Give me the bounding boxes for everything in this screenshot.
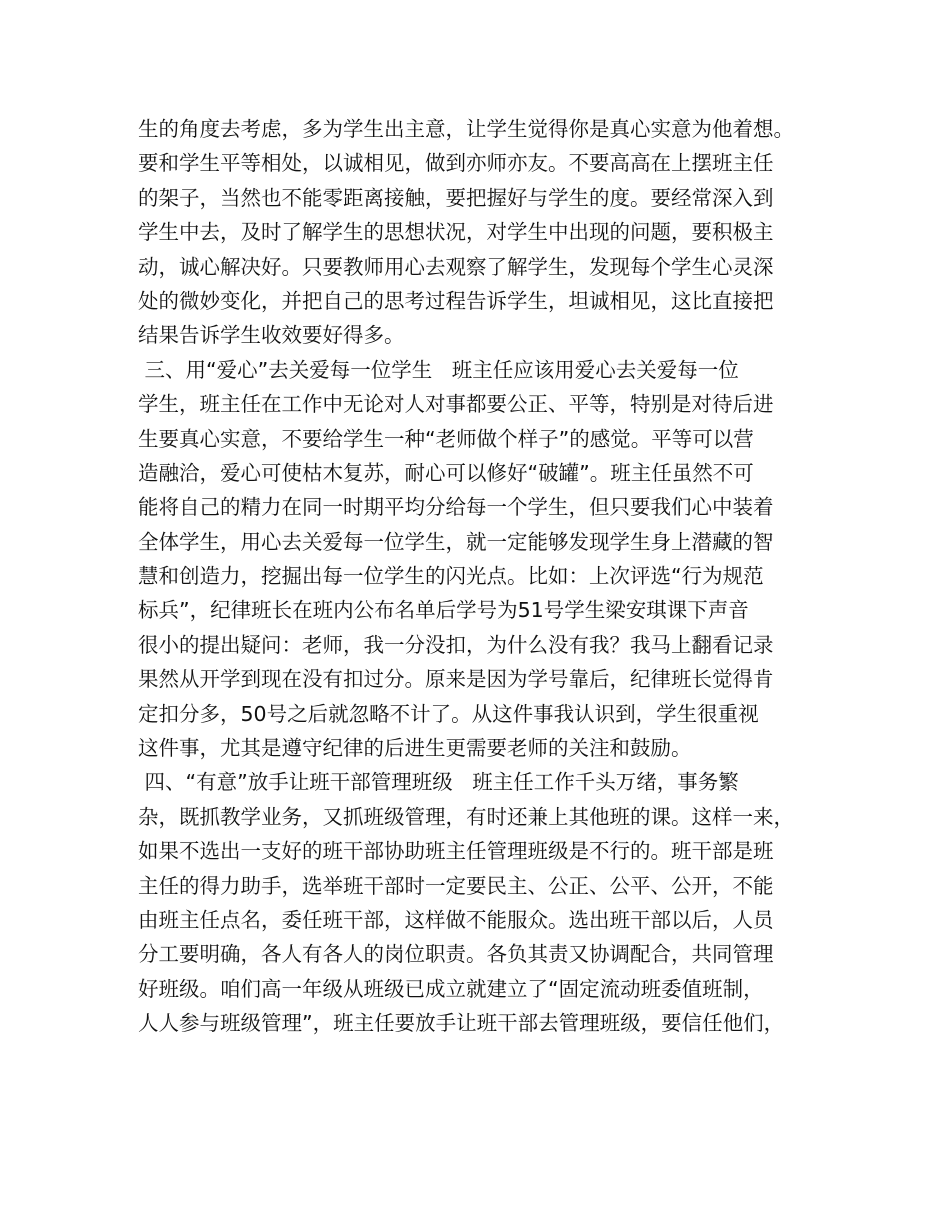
text-line: 的架子，当然也不能零距离接触，要把握好与学生的度。要经常深入到	[138, 185, 774, 210]
text-line: 这件事，尤其是遵守纪律的后进生更需要老师的关注和鼓励。	[138, 736, 692, 761]
text-line: 人人参与班级管理”，班主任要放手让班干部去管理班级，要信任他们，	[138, 1011, 785, 1036]
text-line: 很小的提出疑问：老师，我一分没扣，为什么没有我？我马上翻看记录	[138, 632, 774, 657]
text-line: 好班级。咱们高一年级从班级已成立就建立了“固定流动班委值班制，	[138, 976, 764, 1001]
text-line: 全体学生，用心去关爱每一位学生，就一定能够发现学生身上潜藏的智	[138, 529, 774, 554]
text-line: 分工要明确，各人有各人的岗位职责。各负其责又协调配合，共同管理	[138, 942, 774, 967]
text-line: 标兵”，纪律班长在班内公布名单后学号为51号学生梁安琪课下声音	[138, 598, 749, 623]
text-line: 能将自己的精力在同一时期平均分给每一个学生，但只要我们心中装着	[138, 495, 774, 520]
text-line: 如果不选出一支好的班干部协助班主任管理班级是不行的。班干部是班	[138, 839, 774, 864]
text-line: 结果告诉学生收效要好得多。	[138, 323, 405, 348]
text-line: 学生中去，及时了解学生的思想状况，对学生中出现的问题，要积极主	[138, 220, 774, 245]
text-line: 要和学生平等相处，以诚相见，做到亦师亦友。不要高高在上摆班主任	[138, 151, 774, 176]
text-line: 定扣分多，50号之后就忽略不计了。从这件事我认识到，学生很重视	[138, 701, 759, 726]
text-line: 处的微妙变化，并把自己的思考过程告诉学生，坦诚相见，这比直接把	[138, 288, 774, 313]
body-text	[138, 112, 838, 1041]
section-heading-line: 四、“有意”放手让班干部管理班级 班主任工作千头万绪，事务繁	[138, 770, 739, 795]
text-line: 生要真心实意，不要给学生一种“老师做个样子”的感觉。平等可以营	[138, 426, 754, 451]
text-line: 动，诚心解决好。只要教师用心去观察了解学生，发现每个学生心灵深	[138, 254, 774, 279]
text-line: 果然从开学到现在没有扣过分。原来是因为学号靠后，纪律班长觉得肯	[138, 667, 774, 692]
section-heading-line: 三、用“爱心”去关爱每一位学生 班主任应该用爱心去关爱每一位	[138, 357, 739, 382]
text-line: 慧和创造力，挖掘出每一位学生的闪光点。比如：上次评选“行为规范	[138, 564, 764, 589]
text-line: 造融洽，爱心可使枯木复苏，耐心可以修好“破罐”。班主任虽然不可	[138, 460, 754, 485]
text-line: 生的角度去考虑，多为学生出主意，让学生觉得你是真心实意为他着想。	[138, 117, 794, 141]
text-line: 学生，班主任在工作中无论对人对事都要公正、平等，特别是对待后进	[138, 392, 774, 417]
text-line: 杂，既抓教学业务，又抓班级管理，有时还兼上其他班的课。这样一来，	[138, 804, 794, 829]
text-line: 由班主任点名，委任班干部，这样做不能服众。选出班干部以后，人员	[138, 907, 774, 932]
text-line: 主任的得力助手，选举班干部时一定要民主、公正、公平、公开，不能	[138, 873, 774, 898]
